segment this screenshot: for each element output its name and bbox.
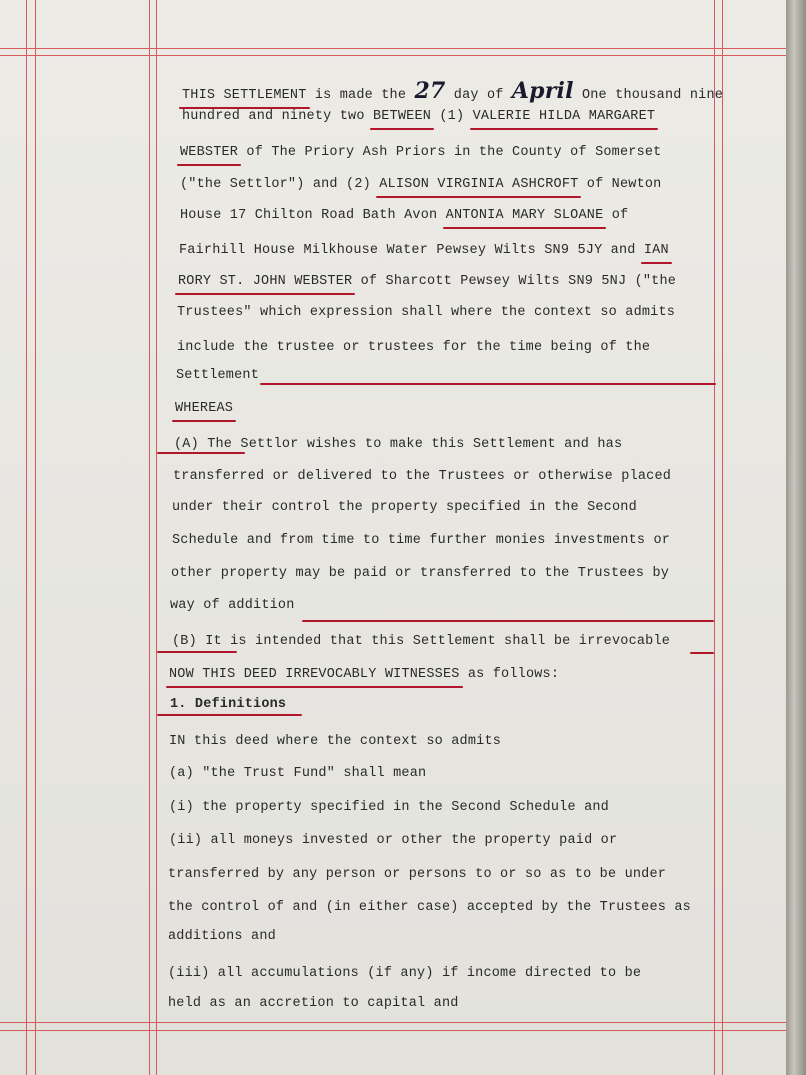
party-name-2: ALISON VIRGINIA ASHCROFT [379,177,579,192]
margin-rule-left-outer [26,0,27,1075]
body-line-1: IN this deed where the context so admits [169,734,502,749]
text-line-7: RORY ST. JOHN WEBSTER of Sharcott Pewsey Wilts SN9 5NJ ("the [178,274,677,289]
handwritten-month: April [511,78,574,104]
recital-a-line-6: way of addition [170,598,295,613]
party-name-1: VALERIE HILDA MARGARET [472,109,656,124]
recital-a-line-4: Schedule and from time to time further monies investments or [172,533,671,548]
handwritten-day: 27 [414,78,446,104]
party-name-4-cont: RORY ST. JOHN WEBSTER [178,274,353,289]
witness-keyword: NOW THIS DEED IRREVOCABLY WITNESSES [169,667,460,682]
recital-a-line-3: under their control the property specified in the Second [172,500,637,515]
party-name-3: ANTONIA MARY SLOANE [445,208,604,223]
text-line-8: Trustees" which expression shall where the context so admits [177,305,676,320]
margin-rule-text-outer [149,0,150,1075]
between-keyword: BETWEEN [372,109,432,124]
recital-b-line: (B) It is intended that this Settlement shall be irrevocable [172,634,671,649]
margin-rule-bottom-outer [0,1030,786,1031]
body-line-9: held as an accretion to capital and [168,996,459,1011]
recital-a-line-2: transferred or delivered to the Trustees or otherwise placed [173,469,672,484]
margin-rule-bottom-inner [0,1022,786,1023]
text-line-4: ("the Settlor") and (2) ALISON VIRGINIA ASHCROFT of Newton [180,177,662,192]
margin-rule-text-inner [156,0,157,1075]
party-name-1-cont: WEBSTER [180,145,239,160]
recital-a-margin-mark [157,452,245,454]
margin-rule-right-outer [722,0,723,1075]
body-line-4: (ii) all moneys invested or other the property paid or [169,833,618,848]
recital-a-line-1: (A) The Settlor wishes to make this Settlement and has [174,437,623,452]
page-stack-edge [786,0,806,1075]
margin-rule-top-inner [0,55,786,56]
text-line-5: House 17 Chilton Road Bath Avon ANTONIA MARY SLOANE of [180,208,629,223]
section-heading-definitions: 1. Definitions [170,697,287,712]
whereas-heading: WHEREAS [175,401,234,416]
margin-rule-top-outer [0,48,786,49]
settlement-title: THIS SETTLEMENT [182,88,307,103]
body-line-3: (i) the property specified in the Second Schedule and [169,800,609,815]
body-line-7: additions and [168,929,276,944]
text-line-9: include the trustee or trustees for the time being of the [177,340,651,355]
margin-rule-left-inner [35,0,36,1075]
text-line-3: WEBSTER of The Priory Ash Priors in the County of Somerset [180,145,662,160]
body-line-6: the control of and (in either case) accepted by the Trustees as [168,900,691,915]
text-line-6: Fairhill House Milkhouse Water Pewsey Wilts SN9 5JY and IAN [179,243,669,258]
definitions-mark [157,714,302,716]
margin-rule-right-inner [714,0,715,1075]
text-line-2: hundred and ninety two BETWEEN (1) VALERIE HILDA MARGARET [182,109,656,124]
body-line-2: (a) "the Trust Fund" shall mean [169,766,427,781]
line-fill-mark-2 [302,620,714,622]
body-line-8: (iii) all accumulations (if any) if income directed to be [168,966,642,981]
text-line-1: THIS SETTLEMENT is made the 27 day of April One thousand nine [182,78,724,104]
recital-b-end-mark [690,652,714,654]
text-line-10: Settlement [176,368,260,383]
recital-b-margin-mark [157,651,237,653]
body-line-5: transferred by any person or persons to or so as to be under [168,867,667,882]
party-name-4: IAN [643,243,669,258]
witness-line: NOW THIS DEED IRREVOCABLY WITNESSES as follows: [169,667,560,682]
line-fill-mark [260,383,716,385]
recital-a-line-5: other property may be paid or transferred to the Trustees by [171,566,670,581]
